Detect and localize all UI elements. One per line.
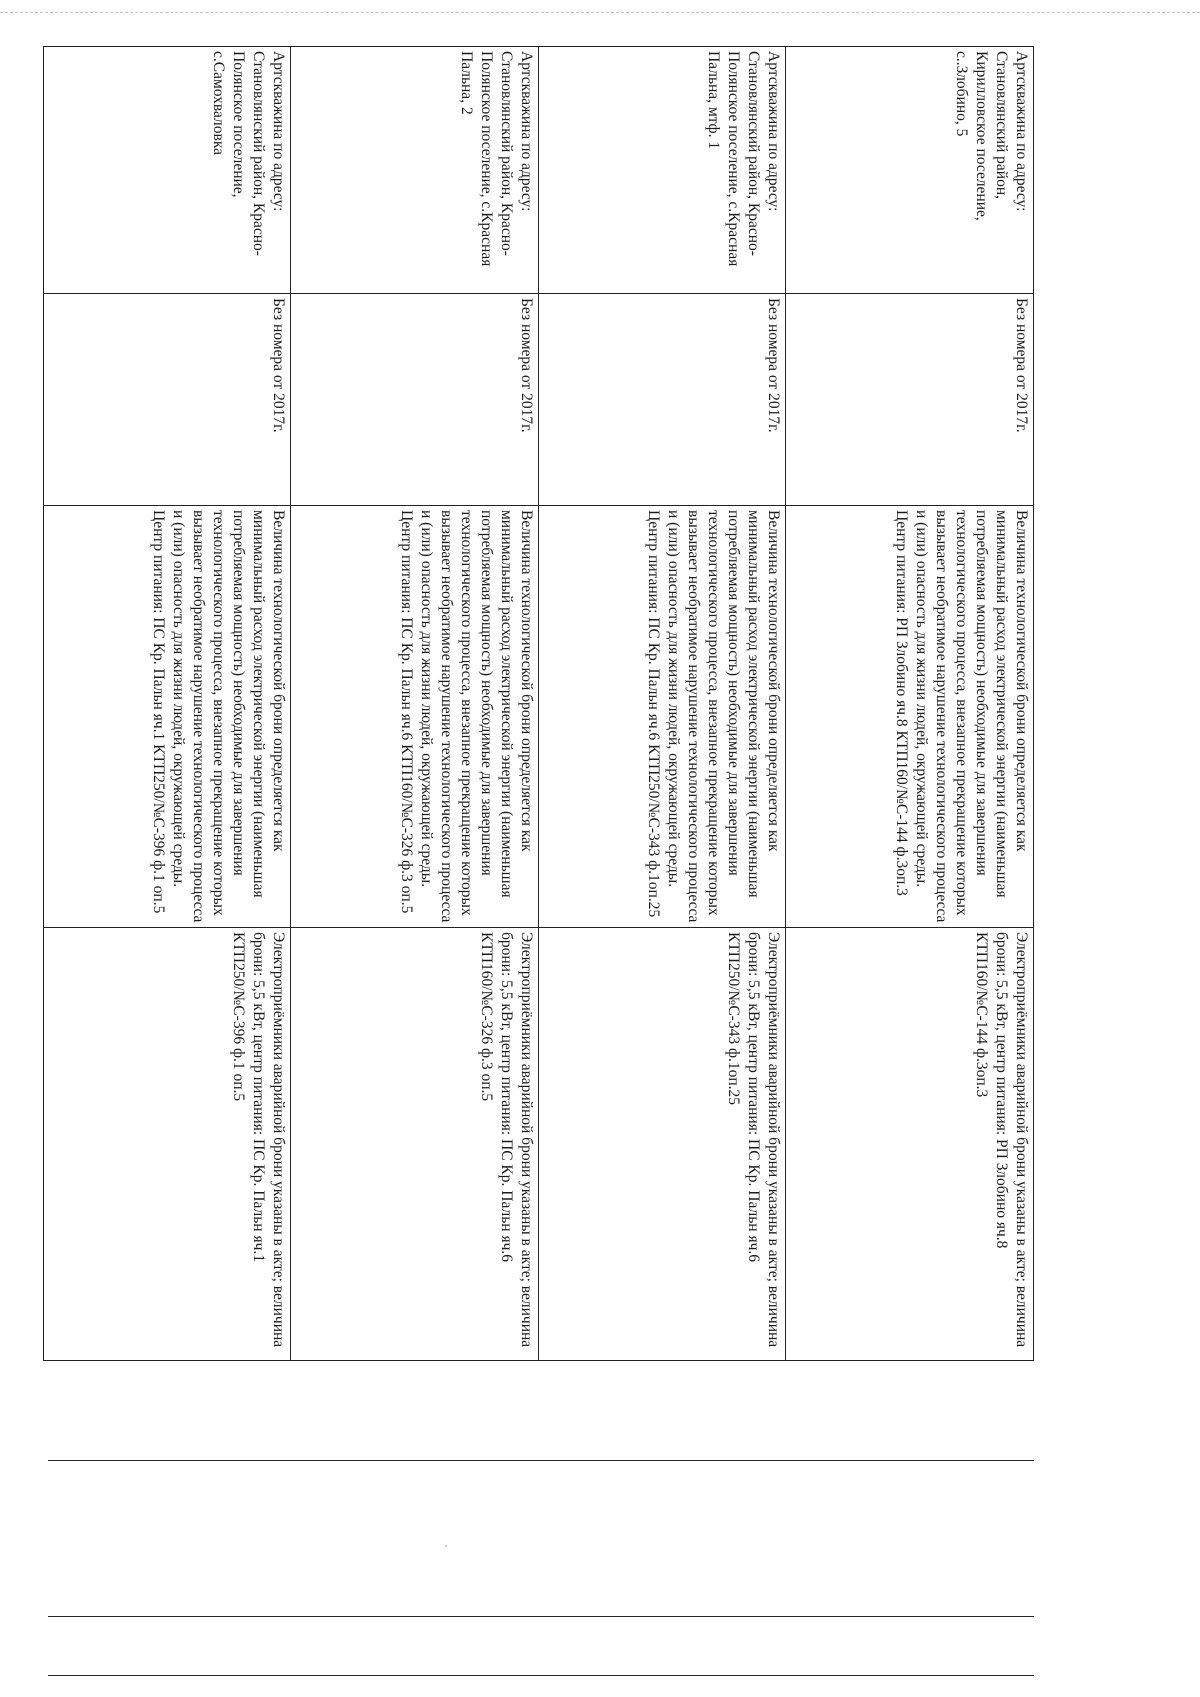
tech-reserve-cell: Величина технологической брони определяется как минимальный расход электрической энергии (наименьшая потребляемая мощность) необходимые для завершения технологического процесса, внезапное прекращение которых вызывает необратимое нарушение технологического процесса и (или) опасность для жизни людей, окружающей среды. Центр питания: ПС Кр. Пальн яч.6 КТП160/№С-326 ф.3 оп.5 bbox=[291, 506, 539, 928]
footer-rule bbox=[48, 1460, 1034, 1461]
location-cell: Артскважина по адресу: Становлянский район, Кирилловское поселение, с..Злобино, 5 bbox=[786, 47, 1034, 294]
location-cell: Артскважина по адресу: Становлянский район, Красно-Полянское поселение, с.Красная Пальна, 2 bbox=[291, 47, 539, 294]
scan-speck bbox=[445, 1545, 447, 1547]
emergency-reserve-cell: Электроприёмники аварийной брони указаны в акте; величина брони: 5,5 кВт, центр питания: РП Злобино яч.8 КТП160/№С-144 ф.3оп.3 bbox=[786, 928, 1034, 1361]
table-row bbox=[786, 47, 1034, 1361]
act-cell: Без номера от 2017г. bbox=[44, 294, 292, 506]
table-row bbox=[44, 47, 292, 1361]
tech-reserve-cell: Величина технологической брони определяется как минимальный расход электрической энергии (наименьшая потребляемая мощность) необходимые для завершения технологического процесса, внезапное прекращение которых вызывает необратимое нарушение технологического процесса и (или) опасность для жизни людей, окружающей среды. Центр питания: РП Злобино яч.8 КТП160/№С-144 ф.3оп.3 bbox=[786, 506, 1034, 928]
scan-edge-line bbox=[0, 12, 1200, 13]
table-row bbox=[539, 47, 787, 1361]
tech-reserve-cell: Величина технологической брони определяется как минимальный расход электрической энергии (наименьшая потребляемая мощность) необходимые для завершения технологического процесса, внезапное прекращение которых вызывает необратимое нарушение технологического процесса и (или) опасность для жизни людей, окружающей среды. Центр питания: ПС Кр. Пальн яч.6 КТП250/№С-343 ф.1оп.25 bbox=[539, 506, 787, 928]
footer-rule bbox=[48, 1616, 1034, 1617]
act-cell: Без номера от 2017г. bbox=[786, 294, 1034, 506]
emergency-reserve-cell: Электроприёмники аварийной брони указаны в акте; величина брони: 5,5 кВт, центр питания: ПС Кр. Пальн яч.6 КТП160/№С-326 ф.3 оп.5 bbox=[291, 928, 539, 1361]
emergency-reserve-cell: Электроприёмники аварийной брони указаны в акте; величина брони: 5,5 кВт, центр питания: ПС Кр. Пальн яч.1 КТП250/№С-396 ф.1 оп.5 bbox=[44, 928, 292, 1361]
reserve-table bbox=[43, 46, 1034, 1361]
tech-reserve-cell: Величина технологической брони определяется как минимальный расход электрической энергии (наименьшая потребляемая мощность) необходимые для завершения технологического процесса, внезапное прекращение которых вызывает необратимое нарушение технологического процесса и (или) опасность для жизни людей, окружающей среды. Центр питания: ПС Кр. Пальн яч.1 КТП250/№С-396 ф.1 оп.5 bbox=[44, 506, 292, 928]
table-row bbox=[291, 47, 539, 1361]
footer-rule bbox=[48, 1675, 1034, 1676]
location-cell: Артскважина по адресу: Становлянский район, Красно-Полянское поселение, с.Самохваловка bbox=[44, 47, 292, 294]
rotated-table-frame bbox=[44, 46, 1034, 1348]
act-cell: Без номера от 2017г. bbox=[539, 294, 787, 506]
emergency-reserve-cell: Электроприёмники аварийной брони указаны в акте; величина брони: 5,5 кВт, центр питания: ПС Кр. Пальн яч.6 КТП250/№С-343 ф.1оп.25 bbox=[539, 928, 787, 1361]
location-cell: Артскважина по адресу: Становлянский район, Красно-Полянское поселение, с.Красная Пальна, мтф. 1 bbox=[539, 47, 787, 294]
act-cell: Без номера от 2017г. bbox=[291, 294, 539, 506]
